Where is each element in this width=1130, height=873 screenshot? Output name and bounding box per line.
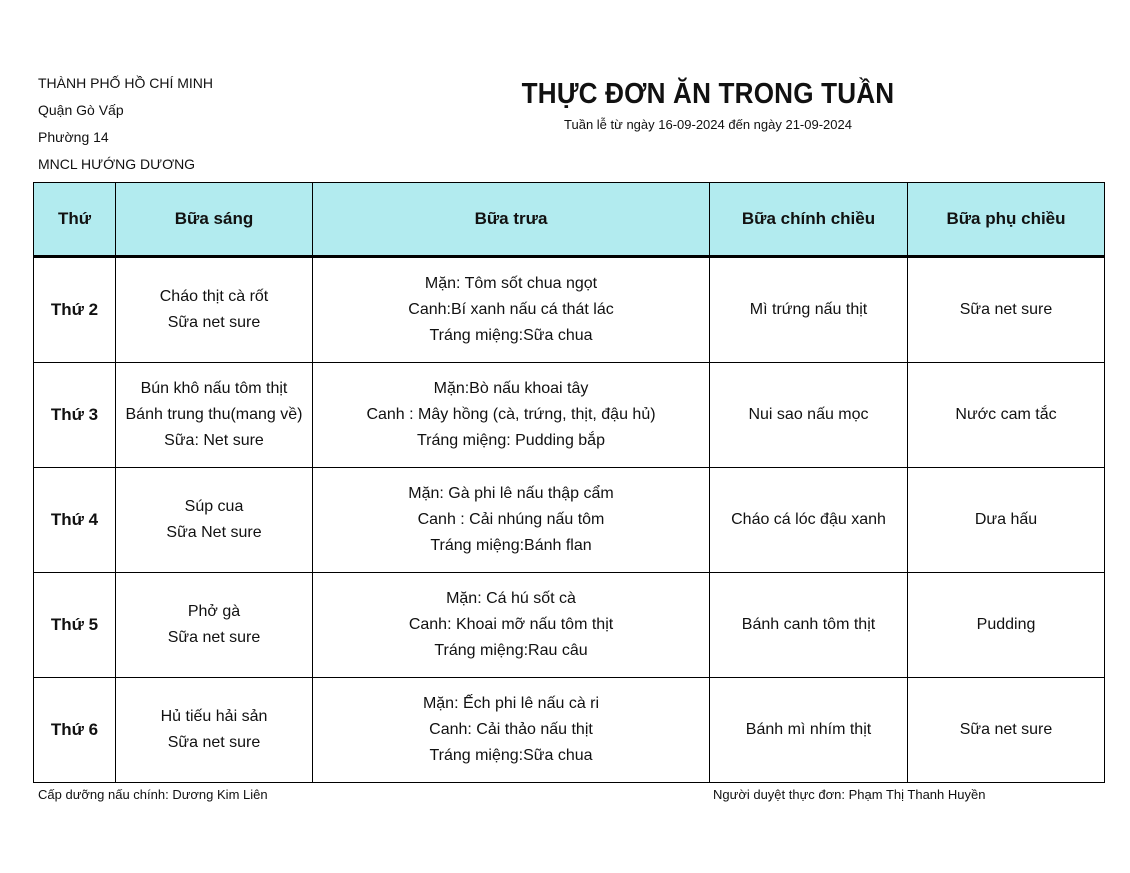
menu-item-line: Bánh trung thu(mang về) — [125, 406, 303, 423]
menu-item-line: Dưa hấu — [974, 511, 1038, 528]
column-header-breakfast: Bữa sáng — [116, 183, 313, 257]
table-row — [34, 678, 1105, 783]
school-name: MNCL HƯỚNG DƯƠNG — [38, 156, 196, 172]
breakfast-cell — [116, 363, 313, 468]
lunch-cell — [313, 257, 710, 363]
breakfast-cell — [116, 468, 313, 573]
menu-item-line: Hủ tiếu hải sản — [160, 708, 268, 725]
day-cell: Thứ 2 — [34, 257, 116, 363]
menu-item-line: Phở gà — [187, 603, 241, 620]
breakfast-cell — [116, 257, 313, 363]
menu-item-line: Sữa Net sure — [166, 524, 262, 541]
day-cell: Thứ 5 — [34, 573, 116, 678]
menu-item-line: Sữa net sure — [959, 721, 1053, 738]
lunch-cell — [313, 573, 710, 678]
menu-item-line: Sữa: Net sure — [164, 432, 264, 449]
menu-item-line: Pudding — [976, 616, 1036, 633]
approver-signature: Người duyệt thực đơn: Phạm Thị Thanh Huyền — [713, 787, 986, 802]
afternoon-main-cell — [710, 678, 908, 783]
organization-header — [38, 70, 213, 178]
lunch-cell — [313, 363, 710, 468]
table-header-row — [34, 183, 1105, 257]
menu-item-line: Bánh mì nhím thịt — [745, 721, 872, 738]
week-range: Tuần lễ từ ngày 16-09-2024 đến ngày 21-09-2024 — [564, 117, 852, 132]
page-title: THỰC ĐƠN ĂN TRONG TUẦN — [521, 78, 895, 110]
menu-item-line: Bún khô nấu tôm thịt — [140, 380, 288, 397]
menu-item-line: Nước cam tắc — [955, 406, 1057, 423]
menu-item-line: Canh : Cải nhúng nấu tôm — [417, 511, 605, 528]
menu-item-line: Bánh canh tôm thịt — [741, 616, 876, 633]
column-header-day: Thứ — [34, 183, 116, 257]
menu-item-line: Canh: Cải thảo nấu thịt — [429, 721, 593, 738]
menu-item-line: Súp cua — [184, 498, 244, 515]
breakfast-cell — [116, 678, 313, 783]
menu-item-line: Tráng miệng:Bánh flan — [430, 537, 592, 554]
table-row — [34, 573, 1105, 678]
afternoon-snack-cell — [908, 573, 1105, 678]
afternoon-snack-cell — [908, 678, 1105, 783]
city-line: THÀNH PHỐ HỒ CHÍ MINH — [38, 75, 213, 91]
menu-item-line: Tráng miệng:Rau câu — [434, 642, 588, 659]
menu-item-line: Mặn: Tôm sốt chua ngọt — [424, 275, 598, 292]
menu-item-line: Sữa net sure — [959, 301, 1053, 318]
ward-line: Phường 14 — [38, 129, 109, 145]
afternoon-snack-cell — [908, 257, 1105, 363]
cook-signature: Cấp dưỡng nấu chính: Dương Kim Liên — [38, 787, 268, 802]
menu-item-line: Canh: Khoai mỡ nấu tôm thịt — [408, 616, 614, 633]
afternoon-main-cell — [710, 468, 908, 573]
weekly-menu-table — [33, 182, 1105, 783]
menu-item-line: Sữa net sure — [167, 734, 261, 751]
lunch-cell — [313, 468, 710, 573]
afternoon-snack-cell — [908, 468, 1105, 573]
menu-item-line: Cháo cá lóc đậu xanh — [731, 511, 886, 528]
district-line: Quận Gò Vấp — [38, 102, 124, 118]
title-block — [400, 78, 1016, 132]
afternoon-main-cell — [710, 573, 908, 678]
menu-item-line: Tráng miệng: Pudding bắp — [417, 432, 605, 449]
afternoon-main-cell — [710, 363, 908, 468]
menu-item-line: Mặn:Bò nấu khoai tây — [433, 380, 589, 397]
afternoon-main-cell — [710, 257, 908, 363]
menu-item-line: Nui sao nấu mọc — [748, 406, 869, 423]
day-cell: Thứ 3 — [34, 363, 116, 468]
column-header-lunch: Bữa trưa — [313, 183, 710, 257]
table-row — [34, 257, 1105, 363]
menu-item-line: Tráng miệng:Sữa chua — [429, 747, 593, 764]
menu-item-line: Tráng miệng:Sữa chua — [429, 327, 593, 344]
column-header-afternoon-main: Bữa chính chiều — [710, 183, 908, 257]
menu-item-line: Cháo thịt cà rốt — [159, 288, 269, 305]
breakfast-cell — [116, 573, 313, 678]
menu-item-line: Sữa net sure — [167, 629, 261, 646]
column-header-afternoon-snack: Bữa phụ chiều — [908, 183, 1105, 257]
lunch-cell — [313, 678, 710, 783]
menu-item-line: Canh:Bí xanh nấu cá thát lác — [408, 301, 614, 318]
menu-item-line: Sữa net sure — [167, 314, 261, 331]
afternoon-snack-cell — [908, 363, 1105, 468]
table-row — [34, 363, 1105, 468]
menu-item-line: Mặn: Cá hú sốt cà — [446, 590, 576, 607]
day-cell: Thứ 4 — [34, 468, 116, 573]
table-row — [34, 468, 1105, 573]
menu-item-line: Mặn: Gà phi lê nấu thập cẩm — [408, 485, 614, 502]
menu-item-line: Mì trứng nấu thịt — [749, 301, 868, 318]
menu-item-line: Canh : Mây hồng (cà, trứng, thịt, đậu hủ) — [366, 406, 656, 423]
day-cell: Thứ 6 — [34, 678, 116, 783]
menu-item-line: Mặn: Ếch phi lê nấu cà ri — [422, 695, 600, 712]
